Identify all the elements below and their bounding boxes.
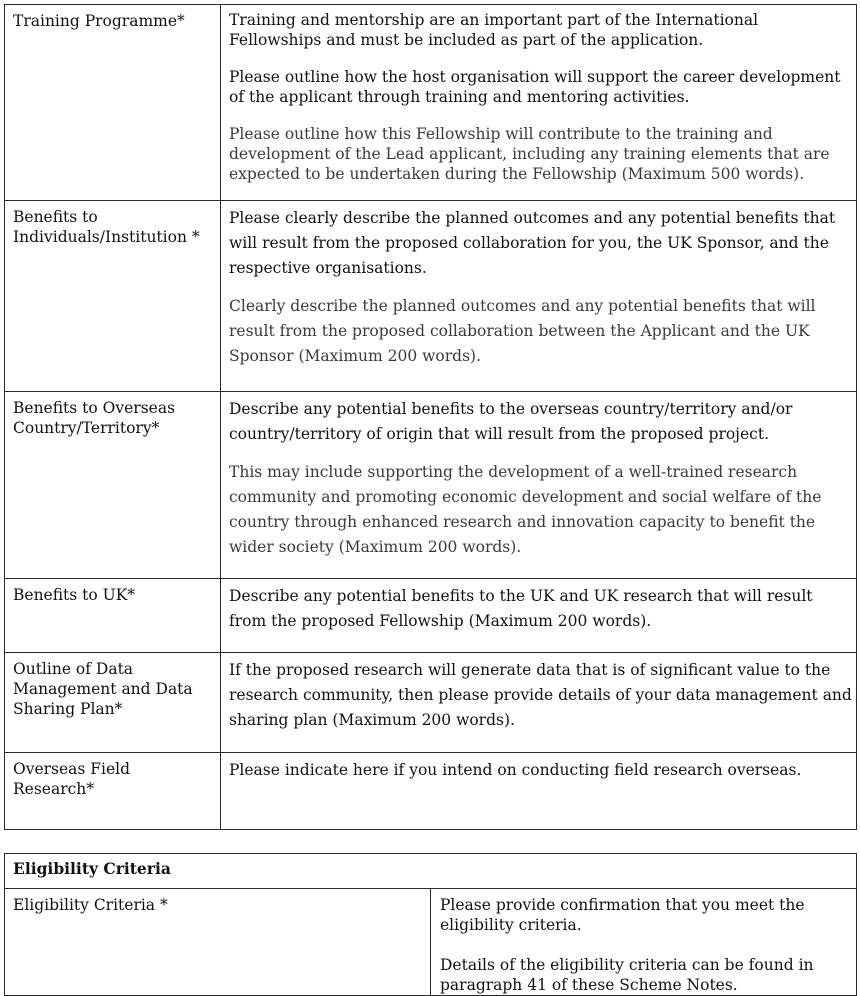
row-description xyxy=(221,392,857,579)
row-description xyxy=(221,753,857,830)
paragraph: Describe any potential benefits to the overseas country/territory and/or country/territory of origin that will result from the proposed project. xyxy=(229,400,793,443)
table-row xyxy=(5,392,857,579)
paragraph: Please clearly describe the planned outcomes and any potential benefits that will result from the proposed collaboration for you, the UK Sponsor, and the respective organisations. xyxy=(229,209,836,277)
row-label: Outline of Data Management and Data Sharing Plan* xyxy=(5,653,221,753)
paragraph: Training and mentorship are an important part of the International Fellowships and must be included as part of the application. xyxy=(229,11,759,49)
row-label: Training Programme* xyxy=(5,5,221,201)
row-description xyxy=(431,889,857,996)
paragraph: Please outline how this Fellowship will contribute to the training and development of the Lead applicant, including any training elements that are expected to be undertaken during the Fellowship (Maximum 500 words). xyxy=(229,125,830,183)
row-description xyxy=(221,5,857,201)
application-sections-table xyxy=(4,4,857,830)
paragraph: Details of the eligibility criteria can be found in paragraph 41 of these Scheme Notes. xyxy=(440,956,814,994)
paragraph: Please outline how the host organisation will support the career development of the applicant through training and mentoring activities. xyxy=(229,68,841,106)
section-heading: Eligibility Criteria xyxy=(5,854,857,889)
row-label: Eligibility Criteria * xyxy=(5,889,431,996)
row-label: Benefits to Individuals/Institution * xyxy=(5,201,221,392)
table-row xyxy=(5,889,857,996)
paragraph: This may include supporting the development of a well-trained research community and promoting economic development and social welfare of the country through enhanced research and innovation capacity to benefit the wider society (Maximum 200 words). xyxy=(229,463,822,556)
paragraph: Please provide confirmation that you meet the eligibility criteria. xyxy=(440,896,805,934)
row-description xyxy=(221,579,857,653)
row-label: Overseas Field Research* xyxy=(5,753,221,830)
paragraph: Please indicate here if you intend on conducting field research overseas. xyxy=(229,761,802,779)
table-row xyxy=(5,579,857,653)
table-header-row xyxy=(5,854,857,889)
paragraph: If the proposed research will generate data that is of significant value to the research community, then please provide details of your data management and sharing plan (Maximum 200 words). xyxy=(229,661,852,729)
table-row xyxy=(5,201,857,392)
row-description xyxy=(221,653,857,753)
row-label: Benefits to Overseas Country/Territory* xyxy=(5,392,221,579)
paragraph: Clearly describe the planned outcomes and any potential benefits that will result from the proposed collaboration between the Applicant and the UK Sponsor (Maximum 200 words). xyxy=(229,297,816,365)
table-row xyxy=(5,753,857,830)
row-description xyxy=(221,201,857,392)
table-row xyxy=(5,5,857,201)
table-row xyxy=(5,653,857,753)
row-label: Benefits to UK* xyxy=(5,579,221,653)
paragraph: Describe any potential benefits to the UK and UK research that will result from the proposed Fellowship (Maximum 200 words). xyxy=(229,587,813,630)
